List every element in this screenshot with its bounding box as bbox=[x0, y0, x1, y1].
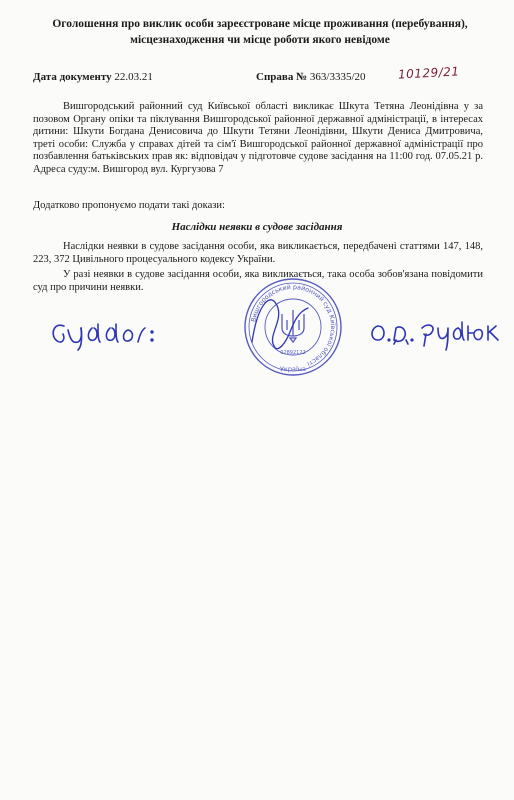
judge-name-handwritten bbox=[368, 314, 508, 354]
court-seal-stamp bbox=[238, 272, 348, 380]
document-date bbox=[33, 70, 153, 84]
summons-paragraph: Вишгородський районний суд Київської області викликає Шкута Тетяна Леонідівна у за позовом Органу опіки та піклування Вишгородської районної державної адміністрації, в інтересах дитини: Шкути Богдана Денисовича до Шкути Тетяни Леонідівни, Шкути Дениса Дмитровича, треті особи: Служба у справах дітей та сім'ї Вишгородської районної державної адміністрації про позбавлення батьківських прав як: відповідач у підготовче судове засідання на 11:00 год. 07.05.21 р. Адреса суду:м. Вишгород вул. Кургузова 7 bbox=[33, 101, 483, 175]
additional-evidence-line: Додатково пропонуємо подати такі докази: bbox=[33, 200, 225, 211]
handwritten-registration-number: 10129/21 bbox=[397, 64, 460, 82]
seal-code: 02892122 bbox=[280, 350, 306, 356]
document-title: Оголошення про виклик особи зареєстроване місце проживання (перебування), місцезнаходження чи місце роботи якого невідоме bbox=[52, 18, 468, 46]
consequences-paragraph-1: Наслідки неявки в судове засідання особи, яка викликається, передбачені статтями 147, 148, 223, 372 Цивільного процесуального кодексу України. bbox=[33, 241, 483, 265]
date-value: 22.03.21 bbox=[114, 71, 153, 83]
summons-body bbox=[33, 101, 483, 176]
seal-text: Вишгородський районний суд Київської області bbox=[250, 283, 337, 367]
consequences-paragraph-2: У разі неявки в судове засідання особи, яка викликається, така особа зобов'язана повідомити суд про причини неявки. bbox=[33, 269, 483, 293]
date-label: Дата документу bbox=[33, 71, 112, 83]
case-number bbox=[256, 70, 366, 84]
case-label: Справа № bbox=[256, 71, 308, 83]
seal-bottom-text: Україна bbox=[279, 365, 307, 373]
consequences-heading: Наслідки неявки в судове засідання bbox=[171, 221, 343, 233]
judge-handwritten-label bbox=[48, 316, 158, 354]
case-value: 363/3335/20 bbox=[309, 71, 366, 83]
